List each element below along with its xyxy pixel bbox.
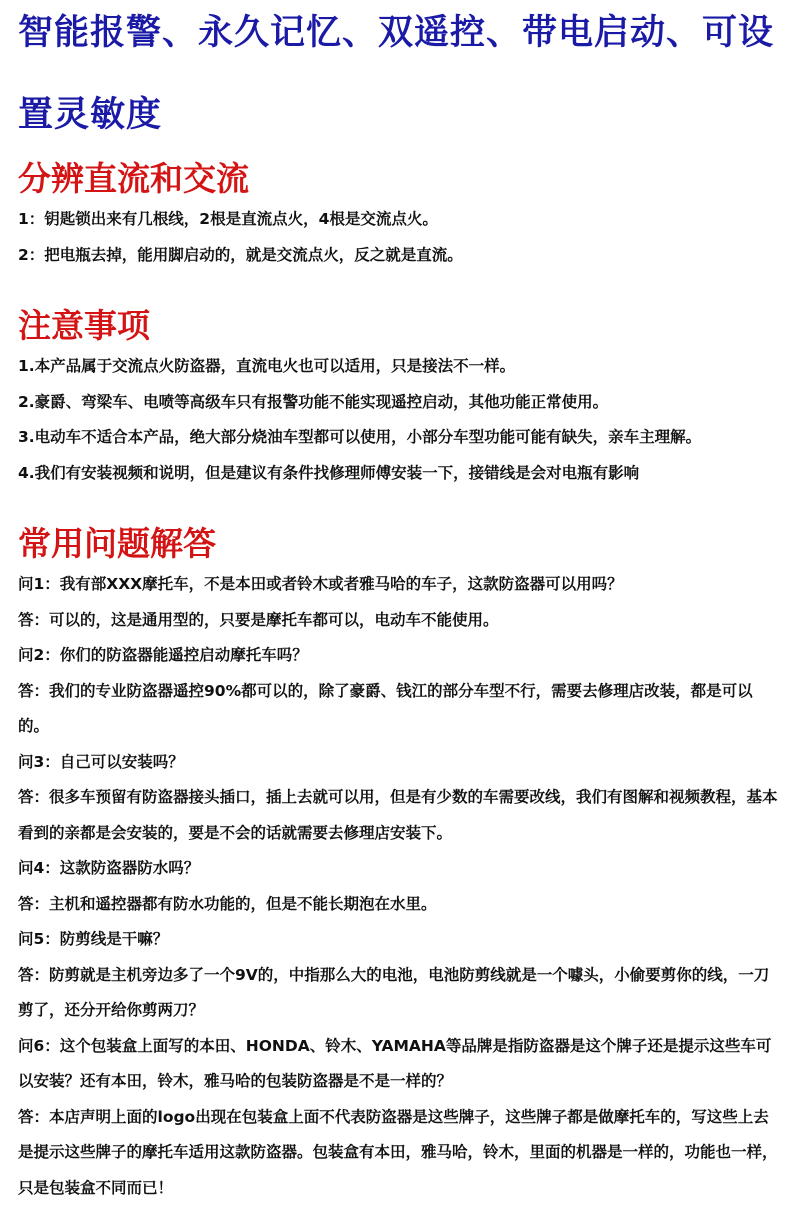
faq-answer-5: 答：防剪就是主机旁边多了一个9V的，中指那么大的电池，电池防剪线就是一个噱头，小偷要剪你的线，一刀剪了，还分开给你剪两刀？ [18,965,770,1019]
note-item-3: 3.电动车不适合本产品，绝大部分烧油车型都可以使用，小部分车型功能可能有缺失，亲车主理解。 [18,428,702,446]
dc-ac-section-title: 分辨直流和交流 [18,159,249,198]
faq-answer-3: 答：很多车预留有防盗器接头插口，插上去就可以用，但是有少数的车需要改线，我们有图解和视频教程，基本看到的亲都是会安装的，要是不会的话就需要去修理店安装下。 [18,788,778,842]
note-item-4: 4.我们有安装视频和说明，但是建议有条件找修理师傅安装一下，接错线是会对电瓶有影响 [18,463,640,482]
faq-answer-1: 答：可以的，这是通用型的，只要是摩托车都可以，电动车不能使用。 [18,610,499,629]
feature-headline: 智能报警、永久记忆、双遥控、带电启动、可设置灵敏度 [18,13,775,135]
faq-section [18,521,778,1206]
note-item-1: 1.本产品属于交流点火防盗器，直流电火也可以适用，只是接法不一样。 [18,357,516,375]
faq-answer-2: 答：我们的专业防盗器遥控90%都可以的，除了豪爵、钱江的部分车型不行，需要去修理店改装，都是可以的。 [18,681,753,735]
dc-ac-tip-1: 1：钥匙锁出来有几根线，2根是直流点火，4根是交流点火。 [18,210,438,228]
dc-ac-tip-2: 2：把电瓶去掉，能用脚启动的，就是交流点火，反之就是直流。 [18,245,463,264]
dc-ac-section [18,156,778,273]
note-item-2: 2.豪爵、弯梁车、电喷等高级车只有报警功能不能实现遥控启动，其他功能正常使用。 [18,392,609,411]
faq-question-3: 问3：自己可以安装吗？ [18,752,184,771]
notes-section [18,303,778,491]
notes-section-title: 注意事项 [18,306,150,345]
faq-section-title: 常用问题解答 [18,524,216,563]
faq-question-5: 问5：防剪线是干嘛？ [18,930,169,948]
faq-answer-4: 答：主机和遥控器都有防水功能的，但是不能长期泡在水里。 [18,894,437,913]
faq-question-6: 问6：这个包装盒上面写的本田、HONDA、铃木、YAMAHA等品牌是指防盗器是这个牌子还是提示这些车可以安装？还有本田，铃木，雅马哈的包装防盗器是不是一样的？ [18,1036,772,1090]
faq-question-4: 问4：这款防盗器防水吗？ [18,859,200,877]
faq-answer-6: 答：本店声明上面的logo出现在包装盒上面不代表防盗器是这些牌子，这些牌子都是做摩托车的，写这些上去是提示这些牌子的摩托车适用这款防盗器。包装盒有本田，雅马哈，铃木，里面的机器是一样的，功能也一样，只是包装盒不同而已！ [18,1107,778,1197]
faq-question-1: 问1：我有部XXX摩托车，不是本田或者铃木或者雅马哈的车子，这款防盗器可以用吗？ [18,575,623,593]
faq-question-2: 问2：你们的防盗器能遥控启动摩托车吗？ [18,646,308,664]
